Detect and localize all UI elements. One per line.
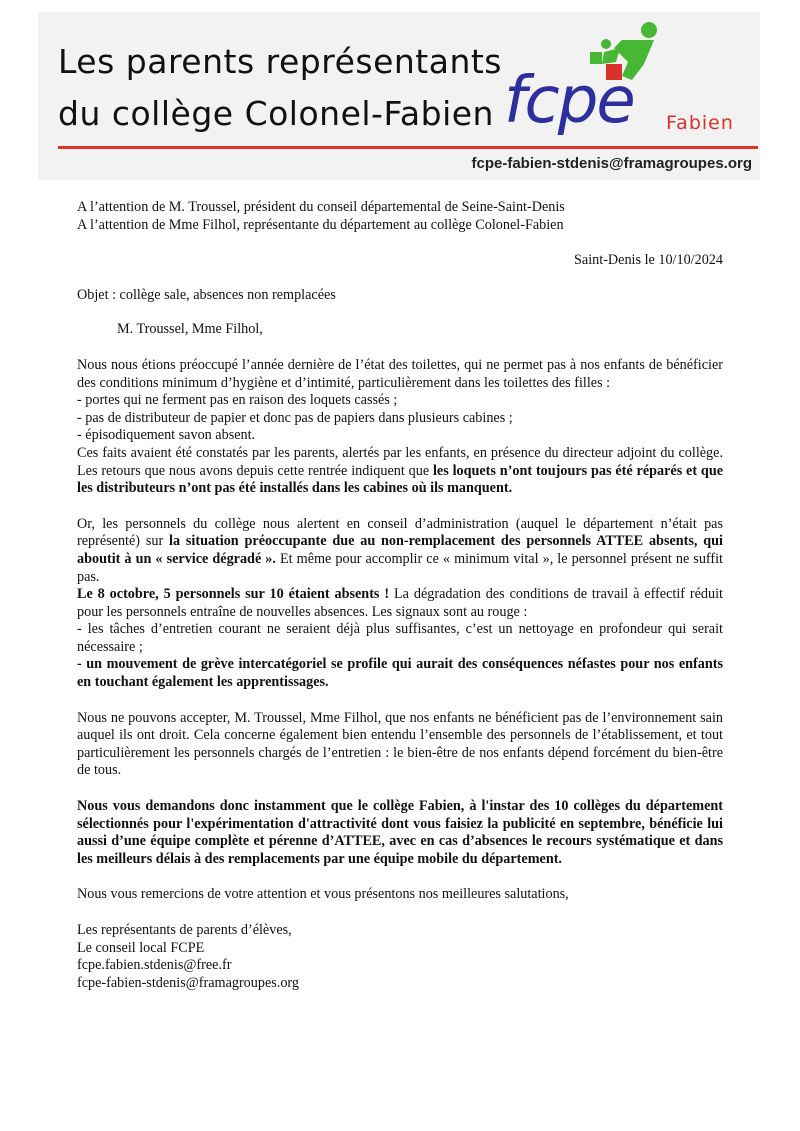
letter-salutation: M. Troussel, Mme Filhol, bbox=[117, 321, 263, 338]
letter-body bbox=[77, 199, 723, 992]
header-divider bbox=[58, 146, 758, 149]
emphasis: Le 8 octobre, 5 personnels sur 10 étaient absents ! bbox=[77, 586, 390, 603]
emphasis: la situation préoccupante due au non-remplacement des personnels ATTEE absents, qui aboutit à un « service dégradé ». bbox=[77, 533, 723, 567]
recipient-block bbox=[77, 199, 723, 234]
paragraph-followup bbox=[77, 445, 723, 498]
signature-line: Les représentants de parents d’élèves, bbox=[77, 922, 292, 938]
emphasis: Nous vous demandons donc instamment que le collège Fabien, à l'instar des 10 collèges du département sélectionnés pour l'expérimentation d'attractivité dont vous faisiez la publicité en septembre, bénéficie lui aussi d’une équipe complète et pérenne d’ATTEE, avec en cas d’absences le recours systématique et dans les meilleurs délais à des remplacements par une équipe mobile du département. bbox=[77, 798, 723, 867]
header-email: fcpe-fabien-stdenis@framagroupes.org bbox=[471, 155, 752, 172]
recipient-line: A l’attention de Mme Filhol, représentante du département au collège Colonel-Fabien bbox=[77, 216, 564, 233]
paragraph-toilets: Nous nous étions préoccupé l’année dernière de l’état des toilettes, qui ne permet pas à nos enfants de bénéficier des conditions minimum d’hygiène et d’intimité, particulièrement dans les toilettes des filles : bbox=[77, 356, 723, 391]
signature-email[interactable]: fcpe-fabien-stdenis@framagroupes.org bbox=[77, 974, 299, 991]
list-item: - épisodiquement savon absent. bbox=[77, 427, 256, 444]
text-span: La dégradation des conditions de travail à effectif réduit pour les personnels entraîne de nouvelles absences. Les signaux sont au rouge : bbox=[77, 586, 723, 620]
letter-date: Saint-Denis le 10/10/2024 bbox=[574, 252, 723, 269]
list-item: - les tâches d’entretien courant ne seraient déjà plus suffisantes, c’est un nettoyage en profondeur qui serait nécessaire ; bbox=[77, 621, 723, 655]
fcpe-logo bbox=[504, 18, 684, 148]
emphasis: les loquets n’ont toujours pas été réparés et que les distributeurs n’ont pas été installés dans les cabines où ils manquent. bbox=[77, 462, 724, 497]
logo-subtitle: Fabien bbox=[666, 112, 734, 134]
signature-email[interactable]: fcpe.fabien.stdenis@free.fr bbox=[77, 957, 232, 974]
list-item: - pas de distributeur de papier et donc pas de papiers dans plusieurs cabines ; bbox=[77, 409, 513, 426]
emphasis: - un mouvement de grève intercatégoriel se profile qui aurait des conséquences néfastes pour nos enfants en touchant également les apprentissages. bbox=[77, 656, 723, 691]
letterhead bbox=[38, 12, 760, 180]
text-span: Or, les personnels du collège nous alertent en conseil d’administration (auquel le département n’était pas représenté) sur bbox=[77, 515, 723, 550]
letterhead-title-line1: Les parents représentants bbox=[58, 42, 502, 81]
signature-block bbox=[77, 922, 723, 992]
letterhead-title-line2: du collège Colonel-Fabien bbox=[58, 94, 494, 133]
letter-subject: Objet : collège sale, absences non remplacées bbox=[77, 286, 336, 303]
closing-line: Nous vous remercions de votre attention et vous présentons nos meilleures salutations, bbox=[77, 886, 569, 903]
list-item: - portes qui ne ferment pas en raison des loquets cassés ; bbox=[77, 392, 398, 409]
fcpe-logo-text: fcpe bbox=[504, 64, 634, 138]
paragraph-absences bbox=[77, 586, 723, 621]
recipient-line: A l’attention de M. Troussel, président du conseil départemental de Seine-Saint-Denis bbox=[77, 199, 565, 215]
text-span: Et même pour accomplir ce « minimum vital », le personnel présent ne suffit pas. bbox=[77, 550, 723, 585]
text-span: Ces faits avaient été constatés par les parents, alertés par les enfants, en présence du directeur adjoint du collège. Les retours que nous avons depuis cette rentrée indiquent que bbox=[77, 444, 723, 479]
paragraph-staff bbox=[77, 516, 723, 586]
list-item bbox=[77, 656, 723, 691]
paragraph-request bbox=[77, 798, 723, 868]
signature-line: Le conseil local FCPE bbox=[77, 939, 205, 956]
paragraph-environment: Nous ne pouvons accepter, M. Troussel, Mme Filhol, que nos enfants ne bénéficient pas de l’environnement sain auquel ils ont droit. Cela concerne également bien entendu l’ensemble des personnels de l’établissement, et tout particulièrement les personnels chargés de l’entretien : le bien-être de nos enfants dépend forcément du bien-être de tous. bbox=[77, 709, 723, 779]
